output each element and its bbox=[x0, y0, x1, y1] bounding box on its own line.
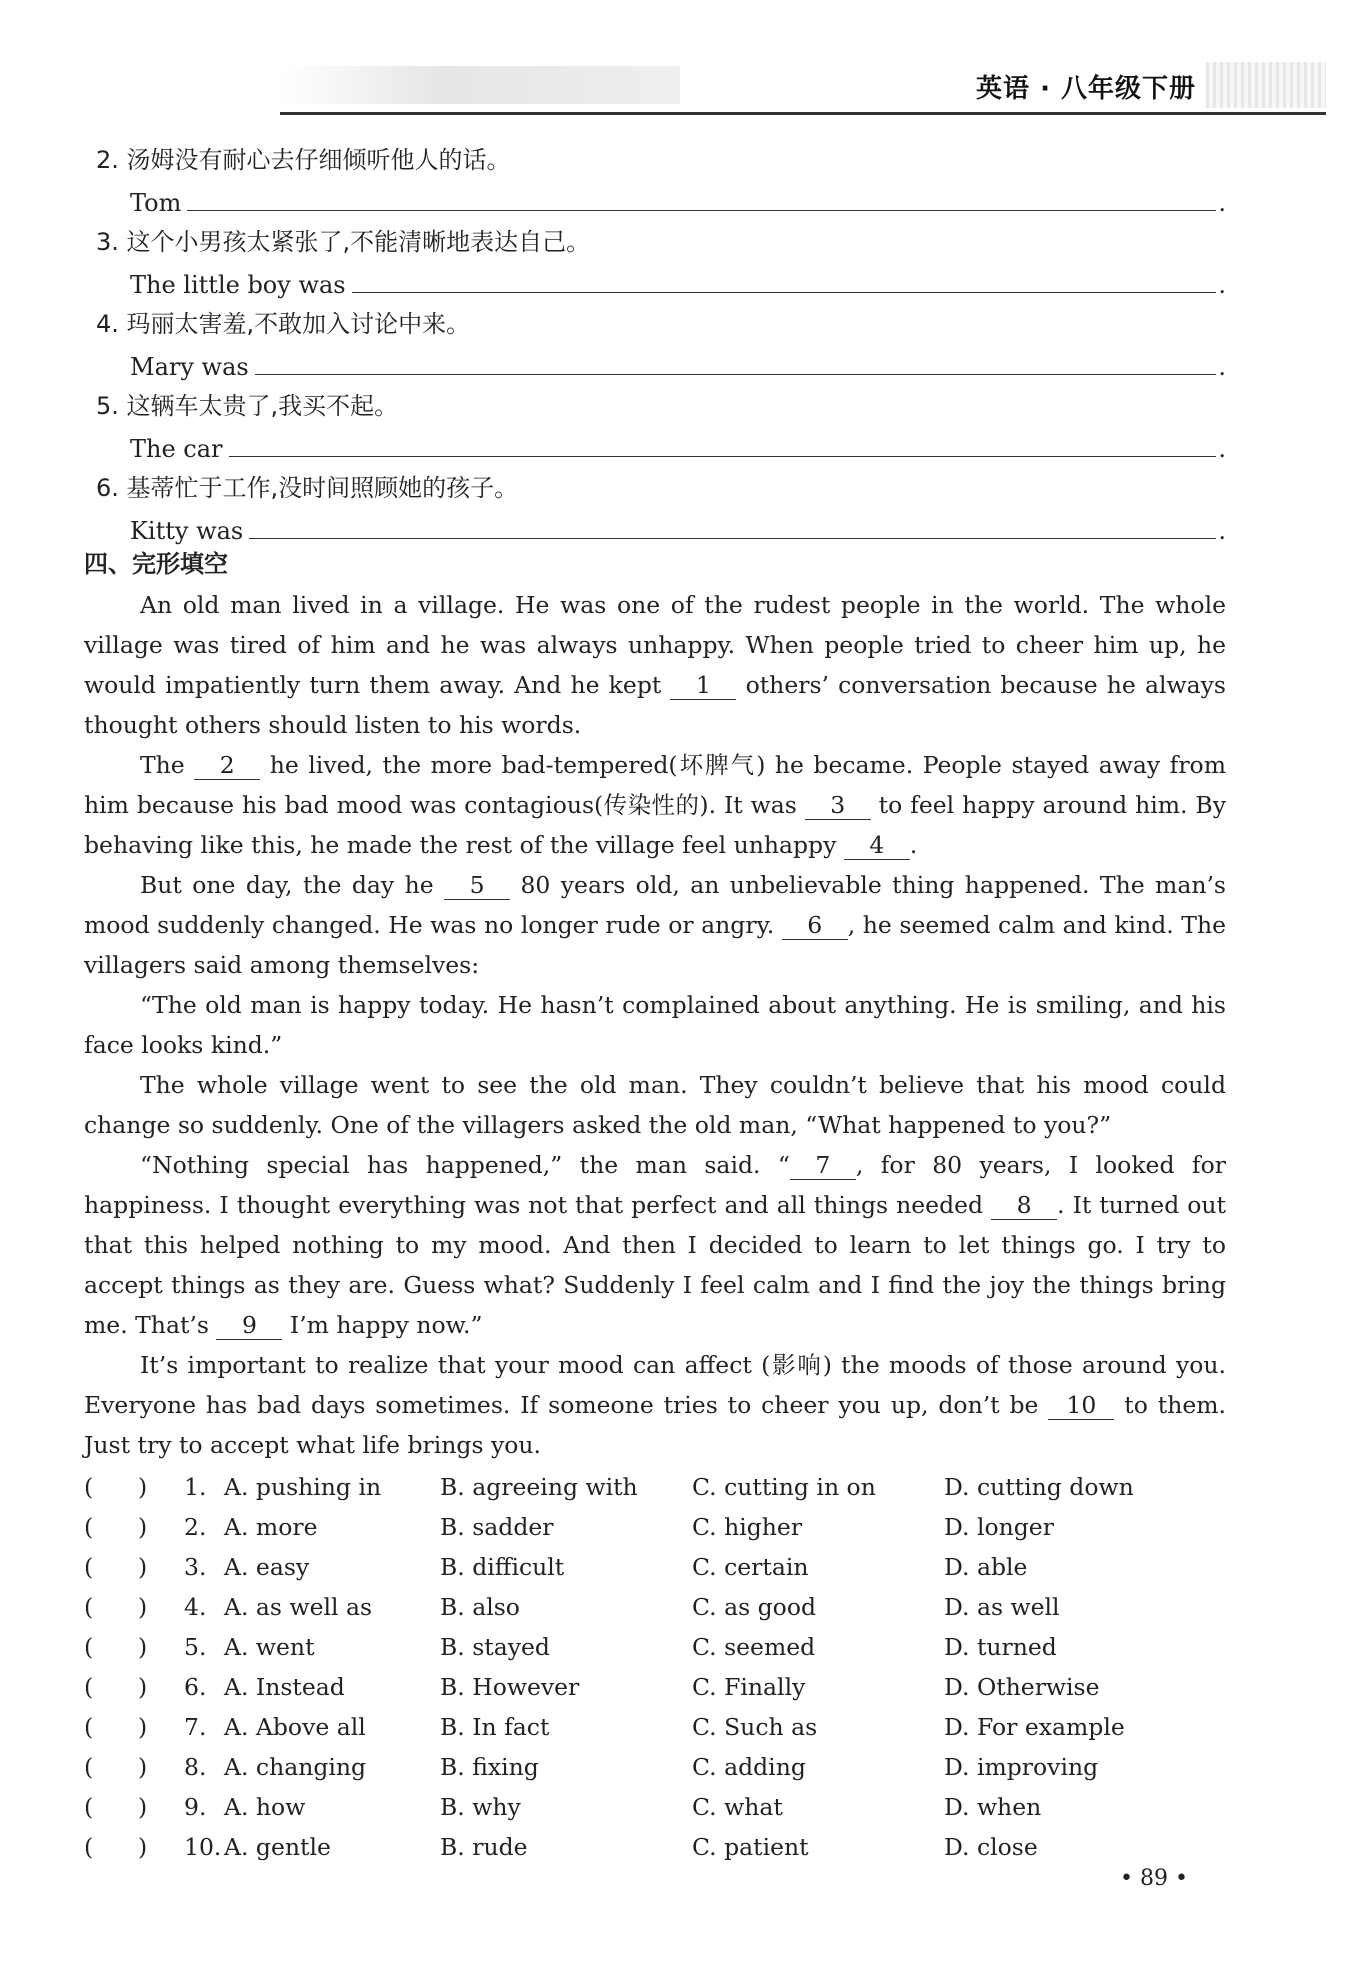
blank-2[interactable]: 2 bbox=[194, 751, 260, 780]
option-row bbox=[84, 1507, 1226, 1547]
answer-line[interactable] bbox=[229, 430, 1217, 457]
option-row bbox=[84, 1707, 1226, 1747]
option-row bbox=[84, 1747, 1226, 1787]
option-row bbox=[84, 1587, 1226, 1627]
blank-1[interactable]: 1 bbox=[670, 671, 736, 700]
blank-5[interactable]: 5 bbox=[444, 871, 510, 900]
option-c: C. Such as bbox=[692, 1713, 818, 1741]
option-b: B. However bbox=[440, 1673, 580, 1701]
passage-text: to them. Just try to accept what life brings you. bbox=[84, 1391, 1227, 1459]
blank-8[interactable]: 8 bbox=[991, 1191, 1057, 1220]
passage-text: “Nothing special has happened,” the man said. “ bbox=[140, 1151, 790, 1179]
period: . bbox=[1218, 435, 1226, 463]
question-number: 4. bbox=[184, 1593, 207, 1621]
option-b: B. agreeing with bbox=[440, 1473, 638, 1501]
option-b: B. stayed bbox=[440, 1633, 550, 1661]
book-title: 英语 · 八年级下册 bbox=[976, 74, 1196, 104]
option-a: A. gentle bbox=[224, 1833, 331, 1861]
passage-text: 80 years old, an unbelievable thing happened. The man’s mood suddenly changed. He was no longer rude or angry. bbox=[84, 871, 1226, 939]
answer-prefix: Tom bbox=[130, 189, 182, 217]
passage-text: , for 80 years, I looked for happiness. I thought everything was not that perfect and all things needed bbox=[84, 1151, 1226, 1219]
passage-paragraph bbox=[84, 1345, 1226, 1465]
passage-paragraph bbox=[84, 585, 1226, 745]
question-number: 8. bbox=[184, 1753, 207, 1781]
answer-bracket[interactable]: ( ) bbox=[84, 1753, 148, 1781]
passage-text: I’m happy now.” bbox=[289, 1311, 483, 1339]
option-b: B. also bbox=[440, 1593, 520, 1621]
passage-paragraph bbox=[84, 865, 1226, 985]
passage-paragraph bbox=[84, 1145, 1226, 1345]
option-b: B. fixing bbox=[440, 1753, 539, 1781]
option-b: B. In fact bbox=[440, 1713, 550, 1741]
option-c: C. adding bbox=[692, 1753, 806, 1781]
passage-paragraph bbox=[84, 745, 1226, 865]
answer-bracket[interactable]: ( ) bbox=[84, 1473, 148, 1501]
option-c: C. as good bbox=[692, 1593, 817, 1621]
blank-6[interactable]: 6 bbox=[782, 911, 848, 940]
answer-line[interactable] bbox=[249, 512, 1216, 539]
translation-prompt: 5. 这辆车太贵了,我买不起。 bbox=[96, 392, 399, 420]
header-decoration bbox=[280, 66, 680, 104]
option-d: D. cutting down bbox=[944, 1473, 1134, 1501]
answer-bracket[interactable]: ( ) bbox=[84, 1713, 148, 1741]
header-pattern bbox=[1206, 62, 1326, 108]
option-row bbox=[84, 1667, 1226, 1707]
passage-text: to feel happy around him. By behaving like this, he made the rest of the village feel unhappy bbox=[84, 791, 1226, 859]
option-d: D. Otherwise bbox=[944, 1673, 1100, 1701]
passage-text: An old man lived in a village. He was one of the rudest people in the world. The whole village was tired of him and he was always unhappy. When people tried to cheer him up, he would impatiently turn them away. And he kept bbox=[84, 591, 1226, 699]
passage-text: It’s important to realize that your mood can affect (影响) the moods of those around you. Everyone has bad days sometimes. If someone tries to cheer you up, don’t be bbox=[84, 1351, 1226, 1419]
answer-line[interactable] bbox=[255, 348, 1217, 375]
passage-text: . bbox=[909, 831, 918, 859]
answer-prefix: Mary was bbox=[130, 353, 249, 381]
blank-4[interactable]: 4 bbox=[844, 831, 910, 860]
passage-text: The whole village went to see the old man. They couldn’t believe that his mood could change so suddenly. One of the villagers asked the old man, “What happened to you?” bbox=[84, 1071, 1226, 1139]
options-list bbox=[84, 1467, 1226, 1867]
option-a: A. pushing in bbox=[224, 1473, 382, 1501]
option-c: C. patient bbox=[692, 1833, 809, 1861]
answer-prefix: Kitty was bbox=[130, 517, 244, 545]
option-d: D. improving bbox=[944, 1753, 1099, 1781]
passage-text: “The old man is happy today. He hasn’t complained about anything. He is smiling, and his face looks kind.” bbox=[84, 991, 1226, 1059]
translation-prompt: 6. 基蒂忙于工作,没时间照顾她的孩子。 bbox=[96, 474, 519, 502]
option-row bbox=[84, 1467, 1226, 1507]
option-c: C. certain bbox=[692, 1553, 809, 1581]
blank-10[interactable]: 10 bbox=[1048, 1391, 1114, 1420]
question-number: 5. bbox=[184, 1633, 207, 1661]
translation-item bbox=[84, 386, 1226, 468]
period: . bbox=[1218, 353, 1226, 381]
question-number: 10. bbox=[184, 1833, 222, 1861]
option-c: C. Finally bbox=[692, 1673, 806, 1701]
option-row bbox=[84, 1827, 1226, 1867]
passage-text: The bbox=[140, 751, 185, 779]
option-a: A. as well as bbox=[224, 1593, 373, 1621]
period: . bbox=[1218, 189, 1226, 217]
option-b: B. sadder bbox=[440, 1513, 554, 1541]
option-c: C. seemed bbox=[692, 1633, 816, 1661]
page-content bbox=[84, 140, 1226, 1867]
blank-9[interactable]: 9 bbox=[216, 1311, 282, 1340]
question-number: 6. bbox=[184, 1673, 207, 1701]
option-d: D. able bbox=[944, 1553, 1028, 1581]
page-header bbox=[280, 62, 1326, 115]
option-a: A. Instead bbox=[224, 1673, 345, 1701]
answer-prefix: The little boy was bbox=[130, 271, 346, 299]
passage-text: others’ conversation because he always thought others should listen to his words. bbox=[84, 671, 1226, 739]
option-d: D. For example bbox=[944, 1713, 1125, 1741]
translation-prompt: 3. 这个小男孩太紧张了,不能清晰地表达自己。 bbox=[96, 228, 591, 256]
option-row bbox=[84, 1627, 1226, 1667]
answer-prefix: The car bbox=[130, 435, 223, 463]
option-a: A. easy bbox=[224, 1553, 310, 1581]
question-number: 9. bbox=[184, 1793, 207, 1821]
translation-answer-row bbox=[130, 266, 1226, 299]
translation-answer-row bbox=[130, 184, 1226, 217]
question-number: 2. bbox=[184, 1513, 207, 1541]
translation-answer-row bbox=[130, 512, 1226, 545]
period: . bbox=[1218, 271, 1226, 299]
answer-bracket[interactable]: ( ) bbox=[84, 1593, 148, 1621]
passage-text: . It turned out that this helped nothing to my mood. And then I decided to learn to let things go. I try to accept things as they are. Guess what? Suddenly I feel calm and I find the joy the things bring me. That’s bbox=[84, 1191, 1226, 1339]
option-a: A. how bbox=[224, 1793, 306, 1821]
option-c: C. cutting in on bbox=[692, 1473, 876, 1501]
option-a: A. Above all bbox=[224, 1713, 366, 1741]
option-row bbox=[84, 1787, 1226, 1827]
blank-3[interactable]: 3 bbox=[805, 791, 871, 820]
option-b: B. why bbox=[440, 1793, 521, 1821]
translation-item bbox=[84, 140, 1226, 222]
question-number: 7. bbox=[184, 1713, 207, 1741]
passage-text: , he seemed calm and kind. The villagers said among themselves: bbox=[84, 911, 1226, 979]
option-row bbox=[84, 1547, 1226, 1587]
blank-7[interactable]: 7 bbox=[790, 1151, 856, 1180]
passage-text: he lived, the more bad-tempered(坏脾气) he became. People stayed away from him because his bad mood was contagious(传染性的). It was bbox=[84, 751, 1226, 819]
passage-paragraph bbox=[84, 1065, 1226, 1145]
option-b: B. difficult bbox=[440, 1553, 565, 1581]
passage-paragraph bbox=[84, 985, 1226, 1065]
answer-bracket[interactable]: ( ) bbox=[84, 1553, 148, 1581]
question-number: 1. bbox=[184, 1473, 207, 1501]
answer-bracket[interactable]: ( ) bbox=[84, 1633, 148, 1661]
translation-item bbox=[84, 468, 1226, 550]
option-a: A. more bbox=[224, 1513, 318, 1541]
answer-bracket[interactable]: ( ) bbox=[84, 1793, 148, 1821]
translation-answer-row bbox=[130, 348, 1226, 381]
period: . bbox=[1218, 517, 1226, 545]
section-heading: 四、完形填空 bbox=[84, 550, 228, 578]
passage-text: But one day, the day he bbox=[140, 871, 434, 899]
question-number: 3. bbox=[184, 1553, 207, 1581]
option-d: D. close bbox=[944, 1833, 1038, 1861]
answer-bracket[interactable]: ( ) bbox=[84, 1673, 148, 1701]
option-d: D. turned bbox=[944, 1633, 1057, 1661]
option-d: D. as well bbox=[944, 1593, 1060, 1621]
translation-item bbox=[84, 222, 1226, 304]
page-number: • 89 • bbox=[1120, 1866, 1188, 1891]
answer-bracket[interactable]: ( ) bbox=[84, 1833, 148, 1861]
translation-item bbox=[84, 304, 1226, 386]
translation-prompt: 2. 汤姆没有耐心去仔细倾听他人的话。 bbox=[96, 146, 511, 174]
answer-line[interactable] bbox=[352, 266, 1217, 293]
option-a: A. changing bbox=[224, 1753, 367, 1781]
translation-prompt: 4. 玛丽太害羞,不敢加入讨论中来。 bbox=[96, 310, 471, 338]
option-b: B. rude bbox=[440, 1833, 528, 1861]
option-c: C. higher bbox=[692, 1513, 803, 1541]
answer-line[interactable] bbox=[187, 184, 1216, 211]
option-c: C. what bbox=[692, 1793, 783, 1821]
option-d: D. when bbox=[944, 1793, 1042, 1821]
answer-bracket[interactable]: ( ) bbox=[84, 1513, 148, 1541]
option-a: A. went bbox=[224, 1633, 315, 1661]
option-d: D. longer bbox=[944, 1513, 1054, 1541]
translation-answer-row bbox=[130, 430, 1226, 463]
